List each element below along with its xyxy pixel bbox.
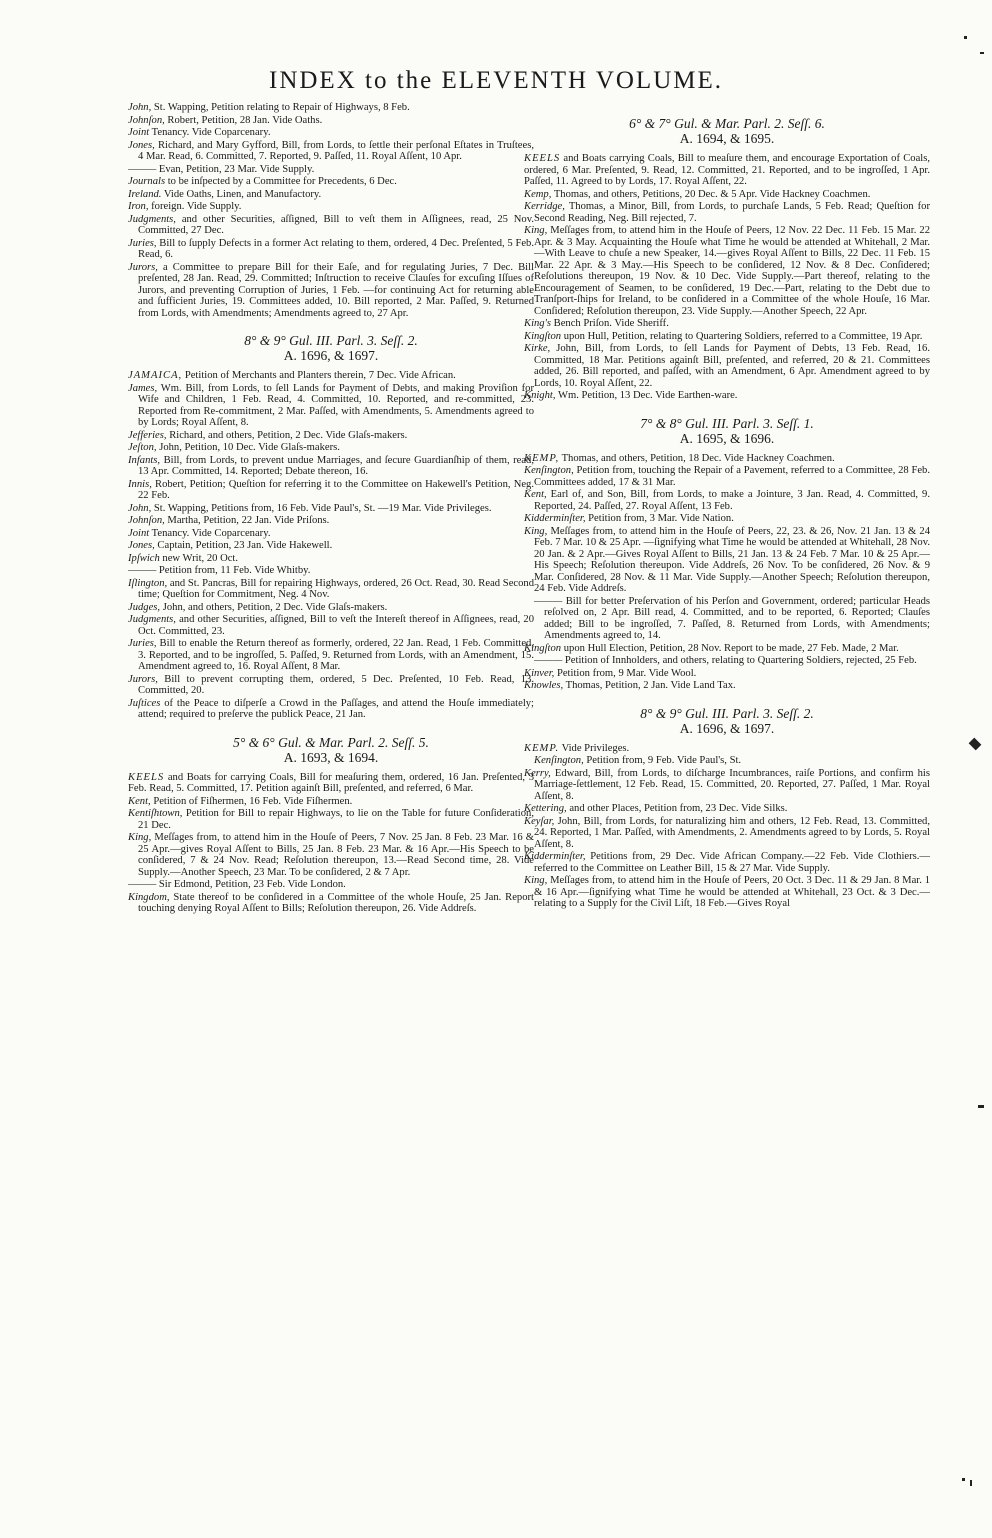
entry-text: and other Securities, aſſigned, Bill to veſt the Intereſt thereof in Aſſignees, read, 20 Oct. Committed, 23. bbox=[138, 614, 534, 637]
entry-text: Edward, Bill, from Lords, to diſcharge Incumbrances, raiſe Portions, and confirm his Marriage-ſettlement, 12 Feb. Read, 15. Committed, 20. Reported, 27. Paſſed, 1 Mar. Royal Aſſent, 8. bbox=[534, 767, 930, 802]
entry-headword: Ireland. bbox=[128, 188, 162, 200]
entry-headword: Iron, bbox=[128, 201, 149, 212]
index-entry bbox=[128, 879, 534, 891]
entry-headword: Kerridge, bbox=[524, 201, 565, 212]
edge-mark bbox=[970, 1480, 972, 1486]
entry-headword: King, bbox=[128, 832, 152, 843]
index-entry bbox=[524, 643, 930, 655]
index-entry bbox=[524, 680, 930, 692]
entry-headword: Johnſon, bbox=[128, 515, 165, 526]
entry-text: Earl of, and Son, Bill, from Lords, to make a Jointure, 3 Jan. Read, 4. Committed, 9. Reported, 24. Paſſed, 27. Royal Aſſent, 13 Feb. bbox=[534, 489, 930, 512]
index-entry bbox=[128, 808, 534, 831]
entry-headword: Kentiſhtown, bbox=[128, 808, 183, 819]
index-entry bbox=[524, 768, 930, 803]
entry-headword: King, bbox=[524, 225, 548, 236]
entry-text: Bill to prevent corrupting them, ordered, 5 Dec. Preſented, 10 Feb. Read, 13. Committed, 20. bbox=[138, 673, 534, 696]
index-entry bbox=[128, 176, 534, 188]
entry-text: a Committee to prepare Bill for their Eaſe, and for regulating Juries, 7 Dec. Bill preſented, 28 Jan. Read, 29. Committed; Inſtruction to receive Clauſes for excuſing Iſſues of Jurors, and preventing Corruption of Juries, 1 Feb. —for continuing Act for returning able and ſufficient Juries, 19. Committees added, 10. Bill reported, 2 Mar. Paſſed, 9. Returned from Lords, with Amendments; Amendments agreed to, 27 Apr. bbox=[138, 261, 534, 319]
entry-text: Meſſages from, to attend him in the Houſe of Peers, 22, 23. & 26, Nov. 21 Jan. 13 & 24 Feb. 7 Mar. 10 & 25 Apr. —ſignifying what Time he would be attended at Whitehall, 28 Nov. 20 Jan. & 2 Apr.—Gives Royal Aſſent to Bills, 21 Jan. 13 & 24 Feb. 7 Mar. 10 & 25 Apr.—His Speech; Reſolution thereupon. Vide Addreſs, 26 Nov. To be conſidered, 26 Nov. & 9 Mar. Conſidered, 28 Nov. & 11 Mar. Vide Supply.—Another Speech; Reſolution thereupon, 24 Feb. Vide Addreſs. bbox=[534, 525, 930, 594]
index-entry bbox=[128, 201, 534, 213]
index-entry bbox=[524, 596, 930, 642]
entry-headword: Kingſton bbox=[524, 642, 562, 654]
entry-headword: John, bbox=[128, 102, 152, 113]
entry-text: Robert, Petition, 28 Jan. Vide Oaths. bbox=[164, 114, 323, 126]
left-column bbox=[128, 102, 534, 916]
entry-headword: KEMP. bbox=[524, 742, 560, 754]
entry-headword: Judges, bbox=[128, 601, 161, 613]
index-entry bbox=[128, 578, 534, 601]
entry-text: Wm. Bill, from Lords, to ſell Lands for Payment of Debts, and making Proviſion for Wife and Children, 1 Feb. Read, 4. Committed, 10. Reported, and re-committed, 23. Reported from Re-commitment, 2 Mar. Paſſed, with Amendments, 5. Amendments agreed to by Lords; Royal Aſſent, 8. bbox=[138, 382, 534, 428]
index-entry bbox=[524, 851, 930, 874]
entry-headword: KEELS bbox=[524, 153, 561, 164]
entry-text: to be inſpected by a Committee for Precedents, 6 Dec. bbox=[165, 176, 397, 187]
entry-text: upon Hull, Petition, relating to Quartering Soldiers, referred to a Committee, 19 Apr. bbox=[561, 330, 923, 342]
entry-headword: Joint bbox=[128, 127, 150, 138]
entry-text: new Writ, 20 Oct. bbox=[159, 552, 239, 564]
entry-text: and Boats carrying Coals, Bill to meaſure them, and encourage Exportation of Coals, ordered, 6 Mar. Preſented, 9. Read, 12. Committed, 21. Reported, and to be ingroſſed, 1 Apr. Paſſed, 11. Agreed to by Lords, 17. Royal Aſſent, 22. bbox=[524, 153, 930, 187]
entry-headword: Juſtices bbox=[128, 697, 161, 709]
entry-headword: Johnſon, bbox=[128, 114, 165, 126]
index-entry bbox=[128, 614, 534, 637]
entry-text: Thomas, a Minor, Bill, from Lords, to purchaſe Lands, 5 Feb. Read; Queſtion for Second Reading, Neg. Bill rejected, 7. bbox=[534, 201, 930, 224]
index-entry bbox=[524, 331, 930, 343]
index-entry bbox=[524, 201, 930, 224]
entry-text: Evan, Petition, 23 Mar. Vide Supply. bbox=[156, 163, 315, 175]
index-entry bbox=[128, 528, 534, 540]
index-entry bbox=[128, 455, 534, 478]
index-entry bbox=[128, 479, 534, 502]
session-year: A. 1696, & 1697. bbox=[679, 720, 775, 736]
entry-text: Captain, Petition, 23 Jan. Vide Hakewell. bbox=[154, 540, 333, 551]
entry-headword: Jurors, bbox=[128, 261, 158, 273]
index-entry bbox=[128, 102, 534, 114]
entry-text: Petition from, 9 Mar. Vide Wool. bbox=[554, 667, 697, 679]
entry-headword: King, bbox=[524, 875, 548, 886]
session-title: 5° & 6° Gul. & Mar. Parl. 2. Seſſ. 5. bbox=[233, 734, 429, 750]
entry-text: Richard, and Mary Gyfford, Bill, from Lords, to ſettle their perſonal Eſtates in Truſtees, 4 Mar. Read, 6. Committed, 7. Reported, 9. Paſſed, 11. Royal Aſſent, 10 Apr. bbox=[138, 139, 534, 162]
index-entry bbox=[524, 803, 930, 815]
entry-headword: Juries, bbox=[128, 237, 157, 249]
index-entry bbox=[524, 153, 930, 188]
entry-headword: Joint bbox=[128, 527, 150, 539]
entry-text: John, Petition, 10 Dec. Vide Glaſs-makers. bbox=[156, 442, 340, 453]
entry-text: Bill to enable the Return thereof as formerly, ordered, 22 Jan. Read, 1 Feb. Committed, 3. Reported, and to be ingroſſed, 5. Paſſed, 9. Returned from Lords, with an Amendment, 15. Amendment agreed to, 16. Royal Aſſent, 8 Mar. bbox=[138, 638, 534, 672]
entry-headword: Judgments, bbox=[128, 614, 176, 625]
index-entry bbox=[128, 674, 534, 697]
edge-mark bbox=[962, 1478, 965, 1481]
entry-text: Vide Oaths, Linen, and Manufactory. bbox=[161, 188, 322, 200]
session-title: 7° & 8° Gul. III. Parl. 3. Seſſ. 1. bbox=[640, 415, 814, 431]
session-heading bbox=[128, 735, 534, 765]
session-year: A. 1695, & 1696. bbox=[679, 430, 775, 446]
entry-text: Meſſages from, to attend him in the Houſe of Peers, 20 Oct. 3 Dec. 11 & 29 Jan. 8 Mar. 1 & 16 Apr.—ſignifying what Time he would be attended at Whitehall, 23 Oct. & 3 Dec.—relating to a Supply for the Civil Liſt, 18 Feb.—Gives Royal bbox=[534, 875, 930, 909]
index-entry bbox=[128, 140, 534, 163]
entry-text: Petition of Fiſhermen, 16 Feb. Vide Fiſhermen. bbox=[150, 795, 353, 807]
index-entry bbox=[524, 875, 930, 910]
entry-headword: Kent, bbox=[524, 489, 547, 500]
index-entry bbox=[524, 343, 930, 389]
entry-text: Petition for Bill to repair Highways, to lie on the Table for future Conſideration, 21 Dec. bbox=[138, 808, 534, 831]
index-entry bbox=[128, 638, 534, 673]
entry-text: Wm. Petition, 13 Dec. Vide Earthen-ware. bbox=[555, 390, 738, 401]
entry-headword: KEMP, bbox=[524, 452, 560, 464]
entry-text: Meſſages from, to attend him in the Houſe of Peers, 12 Nov. 22 Dec. 11 Feb. 15 Mar. 22 Apr. & 3 May. Acquainting the Houſe what Time he would be attended at Whitehall, 2 Mar.—With Leave to chuſe a new Speaker, 14.—gives Royal Aſſent to Bills, 22 Dec. 11 Feb. 15 Mar. 22 Apr. & 3 May.—His Speech to be conſidered, 12 Nov. & 8 Dec. Conſidered; Reſolutions thereupon, 19 Nov. & 10 Dec. Vide Supply.—Part thereof, relating to the Encouragement of Seamen, to be conſidered, 19 Dec.—Part, relating to the Debt due to Tranſport-ſhips for Ireland, to be conſidered in a Committee of the whole Houſe, 16 Mar. Conſidered; Reſolution thereupon, 23. Vide Supply.—Another Speech, 22 Apr. bbox=[534, 225, 930, 317]
entry-headword: ——— bbox=[534, 655, 563, 666]
session-year: A. 1693, & 1694. bbox=[283, 749, 379, 765]
index-entry bbox=[524, 655, 930, 667]
entry-headword: Keyſar, bbox=[524, 815, 555, 827]
index-entry bbox=[524, 318, 930, 330]
index-entry bbox=[128, 602, 534, 614]
entry-headword: John, bbox=[128, 502, 152, 514]
index-entry bbox=[524, 225, 930, 317]
right-column bbox=[524, 102, 930, 911]
entry-text: State thereof to be conſidered in a Committee of the whole Houſe, 25 Jan. Report touching denying Royal Aſſent to Bills; Reſolution thereupon, 26. Vide Addreſs. bbox=[138, 891, 534, 914]
session-heading bbox=[524, 116, 930, 146]
entry-text: Martha, Petition, 22 Jan. Vide Priſons. bbox=[164, 515, 330, 526]
entry-headword: Kingſton bbox=[524, 330, 562, 342]
entry-text: of the Peace to diſperſe a Crowd in the Paſſages, and attend the Houſe immediately; attend; required to preſerve the publick Peace, 21 Jan. bbox=[138, 697, 534, 720]
entry-text: Thomas, and others, Petition, 18 Dec. Vide Hackney Coachmen. bbox=[559, 452, 835, 464]
index-entry bbox=[128, 383, 534, 429]
entry-headword: Jurors, bbox=[128, 673, 158, 685]
entry-headword: ——— bbox=[128, 879, 157, 890]
entry-text: Petition from, 11 Feb. Vide Whitby. bbox=[156, 565, 311, 576]
entry-text: Bench Priſon. Vide Sheriff. bbox=[551, 318, 669, 329]
edge-mark bbox=[978, 1105, 984, 1108]
session-heading bbox=[128, 333, 534, 363]
entry-text: Sir Edmond, Petition, 23 Feb. Vide London. bbox=[156, 879, 346, 890]
index-entry bbox=[128, 214, 534, 237]
entry-text: upon Hull Election, Petition, 28 Nov. Report to be made, 27 Feb. Made, 2 Mar. bbox=[561, 642, 899, 654]
index-entry bbox=[524, 189, 930, 201]
entry-headword: Kemp, bbox=[524, 188, 552, 200]
entry-text: John, and others, Petition, 2 Dec. Vide Glaſs-makers. bbox=[160, 601, 388, 613]
entry-headword: Kerry, bbox=[524, 767, 551, 779]
edge-mark bbox=[964, 36, 967, 39]
entry-headword: Kettering, bbox=[524, 803, 567, 814]
entry-text: and other Securities, aſſigned, Bill to veſt them in Aſſignees, read, 25 Nov. Committed, 27 Dec. bbox=[138, 213, 534, 236]
index-entry bbox=[128, 515, 534, 527]
entry-text: Bill to ſupply Defects in a former Act relating to them, ordered, 4 Dec. Preſented, 5 Feb. Read, 6. bbox=[138, 237, 534, 260]
session-title: 8° & 9° Gul. III. Parl. 3. Seſſ. 2. bbox=[244, 333, 418, 348]
entry-text: and Boats for carrying Coals, Bill for meaſuring them, ordered, 16 Jan. Preſented, 3 Feb. Read, 5. Committed, 17. Petition againſt Bill, preſented, and referred, 6 Mar. bbox=[128, 771, 534, 794]
entry-text: Thomas, Petition, 2 Jan. Vide Land Tax. bbox=[563, 680, 736, 691]
entry-text: and St. Pancras, Bill for repairing Highways, ordered, 26 Oct. Read, 30. Read Second time; Queſtion for Commitment, Neg. 4 Nov. bbox=[138, 577, 534, 600]
entry-text: Thomas, and others, Petitions, 20 Dec. & 5 Apr. Vide Hackney Coachmen. bbox=[551, 188, 871, 200]
index-entry bbox=[524, 453, 930, 465]
entry-text: Petitions from, 29 Dec. Vide African Company.—22 Feb. Vide Clothiers.—referred to the Committee on Leather Bill, 15 & 27 Mar. Vide Supply. bbox=[534, 851, 930, 874]
edge-mark bbox=[980, 52, 984, 54]
entry-text: Robert, Petition; Queſtion for referring it to the Committee on Hakewell's Petition, Neg. 22 Feb. bbox=[138, 478, 534, 501]
entry-headword: Innis, bbox=[128, 478, 152, 490]
entry-text: Bill for better Preſervation of his Perſon and Government, ordered; particular Heads reſolved on, 2 Apr. Bill read, 4. Committed, and to be reported, 6. Reported; Clauſes added; Bill to be ingroſſed, 7. Paſſed, 8. Returned from Lords, with Amendments; Amendments agreed to, 14. bbox=[544, 595, 930, 641]
index-entry bbox=[524, 816, 930, 851]
edge-mark bbox=[969, 738, 982, 751]
entry-headword: Infants, bbox=[128, 454, 161, 466]
index-entry bbox=[128, 832, 534, 878]
entry-headword: ——— bbox=[128, 565, 157, 576]
entry-headword: Kenſington, bbox=[524, 465, 574, 476]
entry-text: foreign. Vide Supply. bbox=[148, 201, 242, 212]
entry-headword: Kirke, bbox=[524, 343, 551, 354]
index-entry bbox=[128, 164, 534, 176]
session-year: A. 1696, & 1697. bbox=[283, 348, 379, 363]
index-entry bbox=[128, 442, 534, 454]
session-title: 6° & 7° Gul. & Mar. Parl. 2. Seſſ. 6. bbox=[629, 116, 825, 131]
entry-headword: JAMAICA, bbox=[128, 370, 183, 381]
entry-text: Vide Privileges. bbox=[559, 742, 630, 754]
index-entry bbox=[128, 540, 534, 552]
index-entry bbox=[524, 390, 930, 402]
entry-headword: Kinver, bbox=[524, 667, 555, 679]
session-heading bbox=[524, 706, 930, 736]
index-entry bbox=[524, 668, 930, 680]
index-entry bbox=[128, 115, 534, 127]
entry-text: Tenancy. Vide Coparcenary. bbox=[149, 127, 271, 138]
page-title: INDEX to the ELEVENTH VOLUME. bbox=[269, 67, 723, 94]
index-entry bbox=[128, 565, 534, 577]
entry-headword: Jeſton, bbox=[128, 442, 157, 453]
entry-headword: King, bbox=[524, 525, 548, 537]
entry-headword: Knowles, bbox=[524, 680, 564, 691]
entry-text: St. Wapping, Petitions from, 16 Feb. Vide Paul's, St. —19 Mar. Vide Privileges. bbox=[151, 502, 492, 514]
entry-headword: Kidderminſter, bbox=[524, 851, 586, 862]
index-entry bbox=[128, 698, 534, 721]
index-entry bbox=[128, 262, 534, 320]
index-entry bbox=[128, 238, 534, 261]
entry-text: St. Wapping, Petition relating to Repair of Highways, 8 Feb. bbox=[151, 102, 410, 113]
entry-headword: Journals bbox=[128, 176, 166, 187]
entry-text: Petition of Merchants and Planters therein, 7 Dec. Vide African. bbox=[182, 370, 456, 381]
index-entry bbox=[128, 189, 534, 201]
entry-headword: Kenſington, bbox=[534, 755, 584, 766]
entry-text: Bill, from Lords, to prevent undue Marriages, and ſecure Guardianſhip of them, read, 13 Apr. Committed, 14. Reported; Debate thereon, 16. bbox=[138, 454, 534, 477]
entry-text: Petition from, 3 Mar. Vide Nation. bbox=[585, 513, 734, 524]
entry-headword: Juries, bbox=[128, 638, 157, 649]
entry-text: Richard, and others, Petition, 2 Dec. Vide Glaſs-makers. bbox=[166, 429, 408, 441]
index-entry bbox=[128, 370, 534, 382]
index-entry bbox=[128, 796, 534, 808]
entry-headword: Iſlington, bbox=[128, 577, 168, 589]
index-entry bbox=[524, 465, 930, 488]
entry-text: John, Bill, from Lords, for naturalizing him and others, 12 Feb. Read, 13. Committed, 24. Reported, 1 Mar. Paſſed, with Amendments, 2. Amendments agreed to by Lords, 5. Royal Aſſent, 8. bbox=[534, 815, 930, 850]
index-entry bbox=[128, 892, 534, 915]
entry-headword: King's bbox=[524, 318, 551, 329]
entry-text: Tenancy. Vide Coparcenary. bbox=[149, 527, 271, 539]
index-entry bbox=[524, 755, 930, 767]
entry-text: Petition from, touching the Repair of a Pavement, referred to a Committee, 28 Feb. Committees added, 17 & 31 Mar. bbox=[534, 465, 930, 488]
index-entry bbox=[128, 553, 534, 565]
entry-headword: ——— bbox=[128, 163, 157, 175]
session-heading bbox=[524, 416, 930, 446]
entry-headword: Jones, bbox=[128, 540, 155, 551]
entry-headword: ——— bbox=[534, 595, 563, 607]
session-year: A. 1694, & 1695. bbox=[679, 131, 775, 146]
entry-text: and other Places, Petition from, 23 Dec. Vide Silks. bbox=[566, 803, 788, 814]
entry-headword: Ipſwich bbox=[128, 552, 160, 564]
entry-headword: Judgments, bbox=[128, 213, 176, 225]
entry-text: Petition from, 9 Feb. Vide Paul's, St. bbox=[583, 755, 742, 766]
index-entry bbox=[128, 127, 534, 139]
index-entry bbox=[128, 503, 534, 515]
entry-headword: James, bbox=[128, 382, 158, 394]
entry-headword: Jefferies, bbox=[128, 429, 167, 441]
index-entry bbox=[524, 743, 930, 755]
entry-headword: Kent, bbox=[128, 795, 151, 807]
entry-headword: Kidderminſter, bbox=[524, 513, 586, 524]
index-entry bbox=[524, 489, 930, 512]
entry-headword: Knight, bbox=[524, 390, 556, 401]
session-title: 8° & 9° Gul. III. Parl. 3. Seſſ. 2. bbox=[640, 705, 814, 721]
index-entry bbox=[524, 513, 930, 525]
entry-headword: Kingdom, bbox=[128, 891, 170, 903]
index-entry bbox=[128, 772, 534, 795]
entry-text: Petition of Innholders, and others, relating to Quartering Soldiers, rejected, 25 Feb. bbox=[562, 655, 917, 666]
entry-text: Meſſages from, to attend him in the Houſe of Peers, 7 Nov. 25 Jan. 8 Feb. 23 Mar. 16 & 25 Apr.—gives Royal Aſſent to Bills, 25 Jan. 8 Feb. 23 Mar. & 16 Apr.—His Speech to be conſidered, 7 & 24 Nov. Read; Reſolution thereupon, 13.—Read Second time, 28. Vide Supply.—Another Speech, 23 Mar. To be conſidered, 2 & 7 Apr. bbox=[138, 832, 534, 878]
index-entry bbox=[128, 430, 534, 442]
index-entry bbox=[524, 526, 930, 595]
entry-text: John, Bill, from Lords, to ſell Lands for Payment of Debts, 13 Feb. Read, 16. Committed, 18 Mar. Petitions againſt Bill, preſented, and referred, 20 & 21. Committees added, 26. Bill reported, and paſſed, with an Amendment, 6 Apr. Amendment agreed to by Lords, 10. Royal Aſſent, 22. bbox=[534, 343, 930, 389]
entry-headword: Jones, bbox=[128, 139, 155, 151]
entry-headword: KEELS bbox=[128, 771, 165, 783]
